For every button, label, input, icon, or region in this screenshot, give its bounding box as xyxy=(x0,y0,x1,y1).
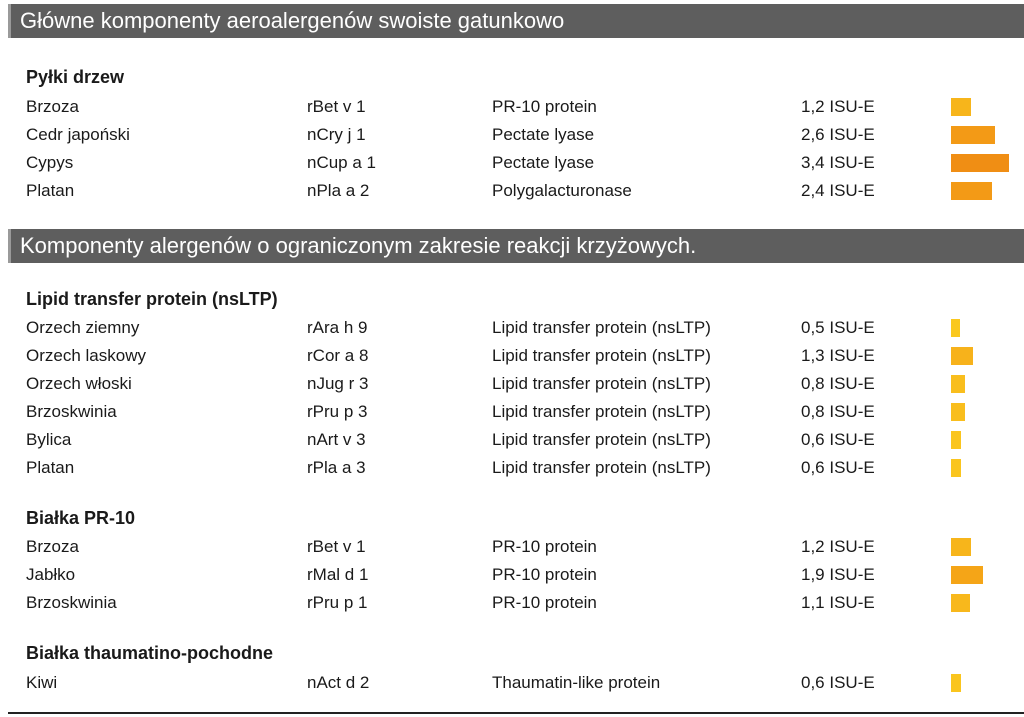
section-header-limited-cross-reactivity xyxy=(8,229,1024,263)
component-code: rPru p 1 xyxy=(307,593,368,612)
result-level-bar xyxy=(951,459,961,477)
group-title-pr10: Białka PR-10 xyxy=(26,508,136,528)
table-row xyxy=(0,315,1024,341)
result-value: 1,2 ISU-E xyxy=(801,97,875,116)
result-value: 0,5 ISU-E xyxy=(801,318,875,337)
allergen-source: Orzech ziemny xyxy=(26,318,140,337)
header-edge xyxy=(8,229,11,263)
allergen-source: Orzech włoski xyxy=(26,374,132,393)
allergen-source: Platan xyxy=(26,458,75,477)
allergen-source: Brzoskwinia xyxy=(26,402,117,421)
protein-family: Thaumatin-like protein xyxy=(492,673,661,692)
allergen-source: Jabłko xyxy=(26,565,76,584)
table-row xyxy=(0,94,1024,120)
protein-family: Pectate lyase xyxy=(492,125,595,144)
result-level-bar xyxy=(951,594,970,612)
component-code: nCry j 1 xyxy=(307,125,366,144)
allergen-source: Brzoskwinia xyxy=(26,593,117,612)
result-value: 0,6 ISU-E xyxy=(801,673,875,692)
protein-family: PR-10 protein xyxy=(492,537,597,556)
protein-family: PR-10 protein xyxy=(492,593,597,612)
result-value: 1,2 ISU-E xyxy=(801,537,875,556)
bottom-rule xyxy=(8,712,1024,714)
result-value: 0,6 ISU-E xyxy=(801,430,875,449)
result-level-bar xyxy=(951,674,961,692)
component-code: rBet v 1 xyxy=(307,537,366,556)
protein-family: Pectate lyase xyxy=(492,153,595,172)
result-level-bar xyxy=(951,347,973,365)
result-value: 0,8 ISU-E xyxy=(801,402,875,421)
result-level-bar xyxy=(951,431,961,449)
table-row xyxy=(0,562,1024,588)
result-value: 1,1 ISU-E xyxy=(801,593,875,612)
allergen-source: Cypys xyxy=(26,153,74,172)
table-row xyxy=(0,343,1024,369)
table-row xyxy=(0,427,1024,453)
component-code: nPla a 2 xyxy=(307,181,370,200)
component-code: nJug r 3 xyxy=(307,374,369,393)
component-code: nCup a 1 xyxy=(307,153,376,172)
table-row xyxy=(0,178,1024,204)
table-row xyxy=(0,371,1024,397)
protein-family: Lipid transfer protein (nsLTP) xyxy=(492,430,711,449)
result-value: 3,4 ISU-E xyxy=(801,153,875,172)
component-code: rMal d 1 xyxy=(307,565,369,584)
allergen-source: Brzoza xyxy=(26,537,79,556)
protein-family: Lipid transfer protein (nsLTP) xyxy=(492,458,711,477)
protein-family: Polygalacturonase xyxy=(492,181,632,200)
allergen-source: Brzoza xyxy=(26,97,79,116)
result-level-bar xyxy=(951,182,992,200)
result-value: 0,6 ISU-E xyxy=(801,458,875,477)
group-title-tree-pollen: Pyłki drzew xyxy=(26,67,125,87)
result-level-bar xyxy=(951,403,965,421)
protein-family: PR-10 protein xyxy=(492,565,597,584)
allergen-source: Orzech laskowy xyxy=(26,346,146,365)
component-code: rPla a 3 xyxy=(307,458,366,477)
group-title-nsltp: Lipid transfer protein (nsLTP) xyxy=(26,289,278,309)
component-code: rBet v 1 xyxy=(307,97,366,116)
result-level-bar xyxy=(951,538,971,556)
group-title-thaumatin: Białka thaumatino-pochodne xyxy=(26,643,274,663)
table-row xyxy=(0,150,1024,176)
result-level-bar xyxy=(951,98,971,116)
protein-family: Lipid transfer protein (nsLTP) xyxy=(492,402,711,421)
result-value: 1,9 ISU-E xyxy=(801,565,875,584)
component-code: rPru p 3 xyxy=(307,402,368,421)
allergen-source: Platan xyxy=(26,181,75,200)
table-row xyxy=(0,670,1024,696)
protein-family: Lipid transfer protein (nsLTP) xyxy=(492,374,711,393)
result-value: 2,6 ISU-E xyxy=(801,125,875,144)
result-level-bar xyxy=(951,126,995,144)
component-code: rCor a 8 xyxy=(307,346,369,365)
table-row xyxy=(0,455,1024,481)
component-code: rAra h 9 xyxy=(307,318,368,337)
allergen-source: Cedr japoński xyxy=(26,125,130,144)
protein-family: Lipid transfer protein (nsLTP) xyxy=(492,346,711,365)
allergen-source: Kiwi xyxy=(26,673,58,692)
component-code: nAct d 2 xyxy=(307,673,370,692)
result-value: 0,8 ISU-E xyxy=(801,374,875,393)
header-edge xyxy=(8,4,11,38)
result-value: 2,4 ISU-E xyxy=(801,181,875,200)
section-header-title: Główne komponenty aeroalergenów swoiste gatunkowo xyxy=(20,8,565,33)
result-value: 1,3 ISU-E xyxy=(801,346,875,365)
table-row xyxy=(0,122,1024,148)
protein-family: Lipid transfer protein (nsLTP) xyxy=(492,318,711,337)
component-code: nArt v 3 xyxy=(307,430,366,449)
result-level-bar xyxy=(951,154,1009,172)
result-level-bar xyxy=(951,375,965,393)
result-level-bar xyxy=(951,319,960,337)
section-header-species-specific xyxy=(8,4,1024,38)
result-level-bar xyxy=(951,566,983,584)
table-row xyxy=(0,590,1024,616)
protein-family: PR-10 protein xyxy=(492,97,597,116)
table-row xyxy=(0,534,1024,560)
allergen-source: Bylica xyxy=(26,430,72,449)
table-row xyxy=(0,399,1024,425)
section-header-title: Komponenty alergenów o ograniczonym zakresie reakcji krzyżowych. xyxy=(20,233,697,258)
